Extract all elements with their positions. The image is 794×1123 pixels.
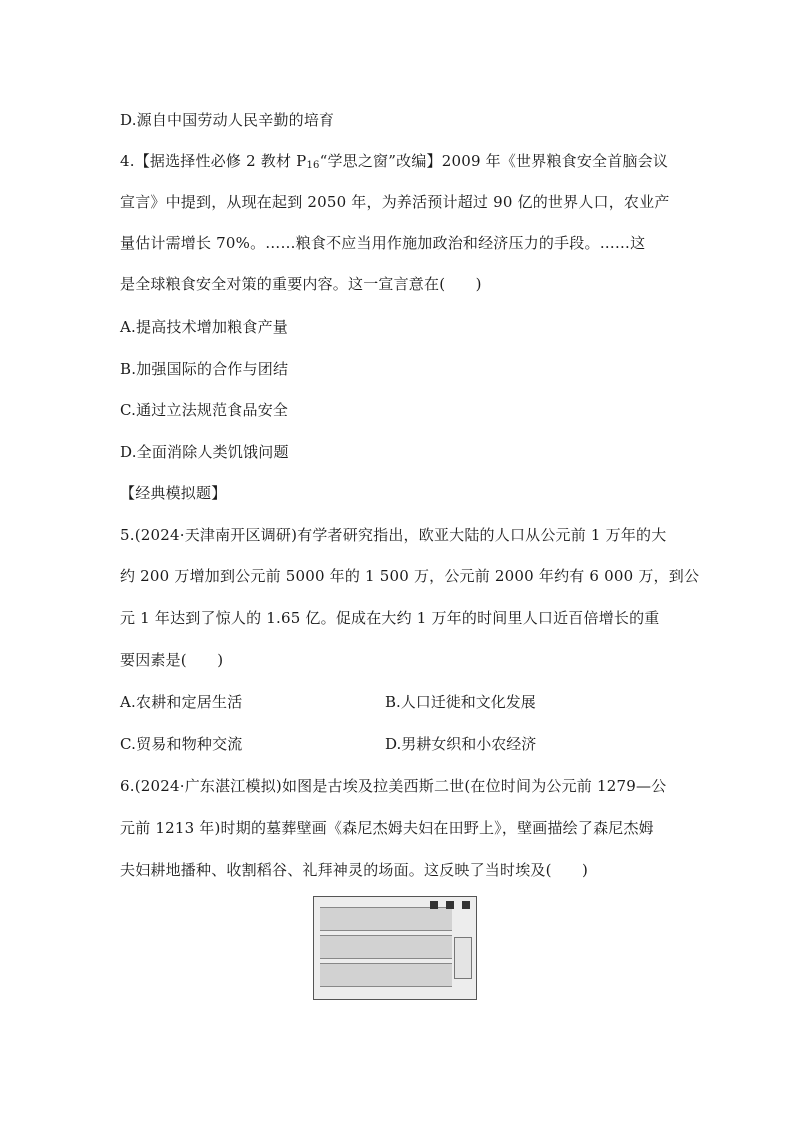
mural-checker-tile — [430, 901, 438, 909]
q5-stem-line-3: 元 1 年达到了惊人的 1.65 亿。促成在大约 1 万年的时间里人口近百倍增长的重 — [120, 609, 660, 627]
q4-option-c[interactable]: C.通过立法规范食品安全 — [120, 401, 289, 419]
q4-option-d[interactable]: D.全面消除人类饥饿问题 — [120, 443, 289, 461]
q4-source-rest: “学思之窗”改编】2009 年《世界粮食安全首脑会议 — [319, 152, 669, 170]
q5-option-d[interactable]: D.男耕女织和小农经济 — [385, 735, 537, 753]
q6-stem-line-1: 6.(2024·广东湛江模拟)如图是古埃及拉美西斯二世(在位时间为公元前 1279—公 — [120, 777, 667, 795]
q5-stem-line-1: 5.(2024·天津南开区调研)有学者研究指出，欧亚大陆的人口从公元前 1 万年的大 — [120, 526, 667, 544]
q4-page-subscript: 16 — [306, 160, 320, 171]
mural-band-bottom — [320, 963, 452, 987]
mural-band-top — [320, 907, 452, 931]
mural-checker-tile — [462, 901, 470, 909]
mural-band-middle — [320, 935, 452, 959]
q4-stem-line-1 — [120, 151, 668, 176]
q4-stem-line-3: 量估计需增长 70%。……粮食不应当用作施加政治和经济压力的手段。……这 — [120, 234, 646, 252]
q4-stem-line-4: 是全球粮食安全对策的重要内容。这一宣言意在( ) — [120, 275, 482, 293]
section-title: 【经典模拟题】 — [120, 484, 227, 502]
mural-image — [313, 896, 477, 1000]
q4-source-prefix: 4.【据选择性必修 2 教材 P — [120, 152, 307, 170]
q4-stem-line-2: 宣言》中提到，从现在起到 2050 年，为养活预计超过 90 亿的世界人口，农业产 — [120, 193, 670, 211]
q5-option-c[interactable]: C.贸易和物种交流 — [120, 735, 243, 753]
q4-option-b[interactable]: B.加强国际的合作与团结 — [120, 360, 289, 378]
q5-option-a[interactable]: A.农耕和定居生活 — [120, 693, 243, 711]
q5-stem-line-4: 要因素是( ) — [120, 651, 224, 669]
q5-stem-line-2: 约 200 万增加到公元前 5000 年的 1 500 万，公元前 2000 年约有 6 000 万，到公 — [120, 567, 700, 585]
q4-option-a[interactable]: A.提高技术增加粮食产量 — [120, 318, 289, 336]
q6-stem-line-2: 元前 1213 年)时期的墓葬壁画《森尼杰姆夫妇在田野上》，壁画描绘了森尼杰姆 — [120, 819, 654, 837]
q6-stem-line-3: 夫妇耕地播种、收割稻谷、礼拜神灵的场面。这反映了当时埃及( ) — [120, 861, 589, 879]
q5-option-b[interactable]: B.人口迁徙和文化发展 — [385, 693, 536, 711]
mural-side-panel — [454, 937, 472, 979]
mural-checker-tile — [446, 901, 454, 909]
q3-option-d[interactable]: D.源自中国劳动人民辛勤的培育 — [120, 111, 335, 129]
